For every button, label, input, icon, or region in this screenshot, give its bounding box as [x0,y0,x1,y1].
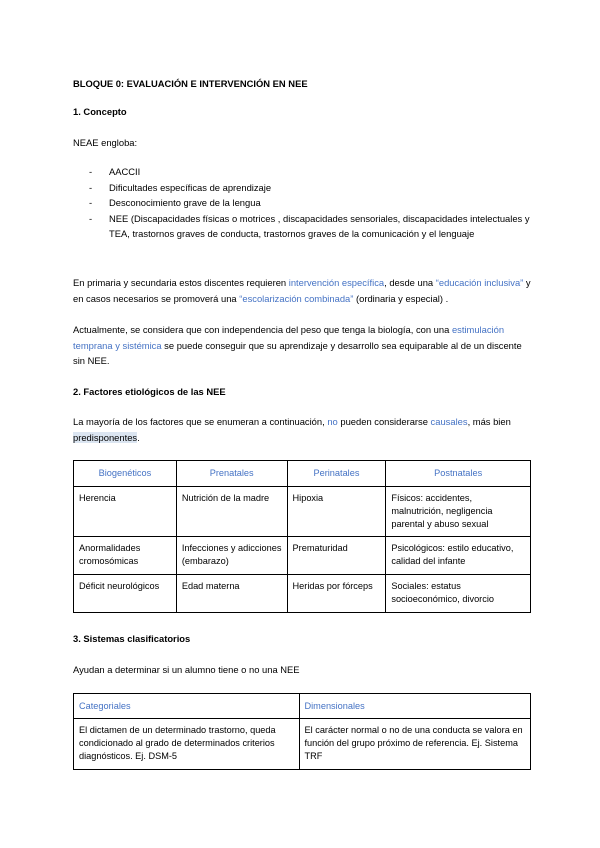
table-cell: El dictamen de un determinado trastorno, queda condicionado al grado de determinados criterios diagnósticos. Ej. DSM-5 [74,719,300,770]
text-run-highlight: “escolarización combinada” [239,292,354,304]
text-run: y en casos necesarios se promoverá una [73,277,531,304]
table-cell: Edad materna [176,575,287,613]
text-run-highlight: estimulación temprana y sistémica [73,324,505,351]
section-1-intro: NEAE engloba: [73,137,138,148]
table-row [74,537,531,575]
text-run: La mayoría de los factores que se enumeran a continuación, [73,416,328,427]
column-header: Postnatales [386,461,531,487]
section-3-heading: 3. Sistemas clasificatorios [73,633,191,644]
table-cell: Heridas por fórceps [287,575,386,613]
list-item: - AACCII [73,164,533,180]
section-1-paragraph-1 [73,275,533,306]
text-run-highlight: causales [430,416,468,427]
table-cell: Anormalidades cromosómicas [74,537,177,575]
text-run: , más bien [467,416,511,427]
text-run: . [137,431,140,443]
table-cell: Herencia [74,487,177,537]
column-header: Perinatales [287,461,386,487]
table-cell: Déficit neurológicos [74,575,177,613]
list-item: - NEE (Discapacidades físicas o motrices , discapacidades sensoriales, discapacidades intelectuales y TEA, trastornos graves de conducta, trastornos graves de la comunicación y el lenguaje [73,211,533,242]
text-run-selected: predisponentes [73,431,138,443]
etiological-factors-table [73,460,531,613]
table-header-row [74,694,531,719]
table-header-row [74,461,531,487]
section-1-heading: 1. Concepto [73,106,127,117]
table-cell: Nutrición de la madre [176,487,287,537]
text-run: (ordinaria y especial) . [353,292,449,304]
text-run-highlight: no [327,416,338,427]
table-cell: Sociales: estatus socioeconómico, divorcio [386,575,531,613]
table-cell: Hipoxia [287,487,386,537]
table-row [74,719,531,770]
table-cell: Psicológicos: estilo educativo, calidad del infante [386,537,531,575]
section-2-paragraph [73,414,533,445]
text-run: Actualmente, se considera que con independencia del peso que tenga la biología, con una [73,324,452,335]
table-row [74,575,531,613]
table-row [74,487,531,537]
table-cell: El carácter normal o no de una conducta se valora en función del grupo próximo de referencia. Ej. Sistema TRF [299,719,531,770]
column-header: Prenatales [176,461,287,487]
text-run: , desde una [384,277,436,288]
text-run: pueden considerarse [337,416,431,427]
classification-systems-table [73,693,531,770]
table-cell: Prematuridad [287,537,386,575]
table-cell: Físicos: accidentes, malnutrición, negligencia parental y abuso sexual [386,487,531,537]
list-item: - Dificultades específicas de aprendizaje [73,180,533,196]
section-2-heading: 2. Factores etiológicos de las NEE [73,386,226,397]
neae-list [73,164,533,242]
section-1-paragraph-2 [73,322,533,369]
table-cell: Infecciones y adicciones (embarazo) [176,537,287,575]
section-3-intro: Ayudan a determinar si un alumno tiene o no una NEE [73,664,300,675]
text-run: En primaria y secundaria estos discentes requieren [73,277,289,288]
list-item: - Desconocimiento grave de la lengua [73,195,533,211]
column-header: Biogenéticos [74,461,177,487]
document-title: BLOQUE 0: EVALUACIÓN E INTERVENCIÓN EN NEE [73,78,308,89]
column-header: Dimensionales [299,694,531,719]
text-run: se puede conseguir que su aprendizaje y desarrollo sea equiparable al de un discente sin NEE. [73,339,522,366]
column-header: Categoriales [74,694,300,719]
text-run-highlight: “educación inclusiva” [435,277,524,288]
text-run-highlight: intervención específica [288,277,385,288]
